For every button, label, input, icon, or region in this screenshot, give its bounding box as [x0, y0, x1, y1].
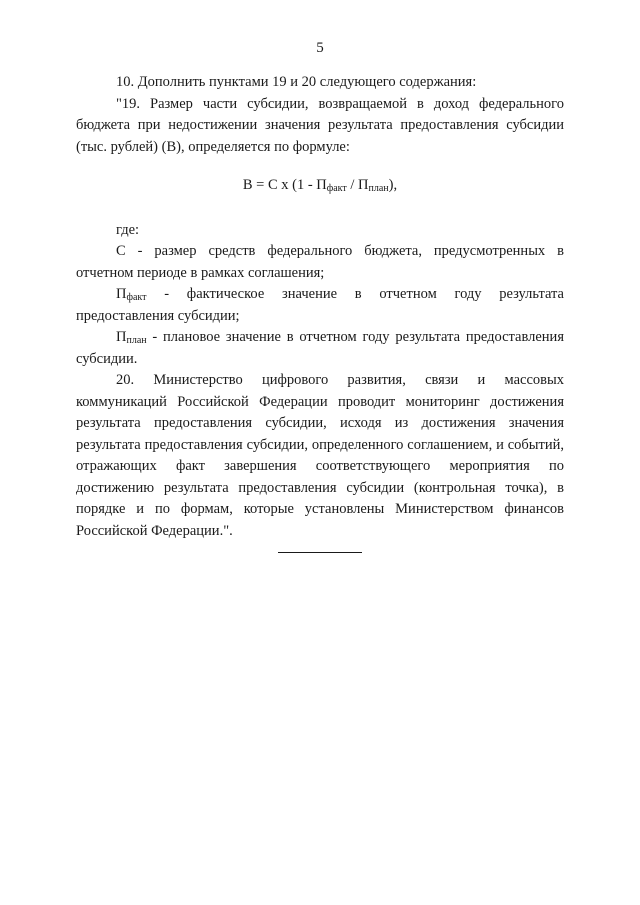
item-10-paragraph: 10. Дополнить пунктами 19 и 20 следующего содержания:: [116, 74, 477, 90]
definition-plan-symbol: П: [116, 329, 127, 345]
item-19-intro-paragraph: "19. Размер части субсидии, возвращаемой в доход федерального бюджета при недостижении значения результата предоставления субсидии (тыс. рублей) (В), определяется по формуле:: [76, 95, 564, 155]
definition-c: С - размер средств федерального бюджета, предусмотренных в отчетном периоде в рамках соглашения;: [76, 243, 564, 281]
definition-plan-text: - плановое значение в отчетном году результата предоставления субсидии.: [76, 329, 564, 367]
definition-fact-text: - фактическое значение в отчетном году результата предоставления субсидии;: [76, 286, 564, 324]
item-20-paragraph: 20. Министерство цифрового развития, связи и массовых коммуникаций Российской Федерации проводит мониторинг достижения результата предоставления субсидии, исходя из достижения значения результата предоставления субсидии, определенного соглашением, и событий, отражающих факт завершения соответствующего мероприятия по достижению результата предоставления субсидии (контрольная точка), в порядке и по формам, которые установлены Министерством финансов Российской Федерации.".: [76, 372, 564, 539]
formula-sub-plan: план: [368, 183, 389, 194]
document-body: [76, 72, 564, 542]
where-label: где:: [116, 221, 140, 238]
formula-sub-fact: факт: [326, 183, 347, 194]
formula-middle: / П: [346, 177, 369, 193]
formula: [76, 175, 564, 197]
definition-plan: [76, 327, 564, 370]
definition-plan-sub: план: [126, 335, 147, 346]
formula-left: В = С х (1 - П: [242, 177, 327, 193]
closing-rule: [278, 552, 362, 553]
definition-fact-sub: факт: [126, 292, 147, 303]
definition-fact: [76, 284, 564, 327]
definition-fact-symbol: П: [116, 286, 127, 302]
formula-right: ),: [388, 177, 398, 193]
page-number: 5: [316, 40, 324, 56]
